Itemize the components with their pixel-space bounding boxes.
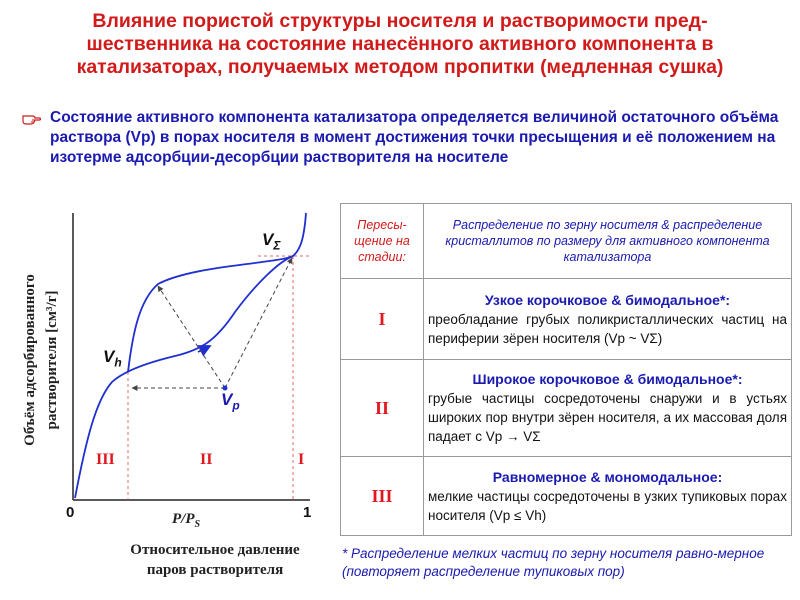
label-vsum: $V_\Sigma$ xyxy=(262,230,281,253)
header-distribution: Распределение по зерну носителя & распределение кристаллитов по размеру для активного компонента катализатора xyxy=(424,204,792,279)
curve-top xyxy=(293,213,306,256)
description-body: грубые частицы сосредоточены снаружи и в устьях широких пор внутри зёрен носителя, а их массовая доля падает с Vp → VΣ xyxy=(428,391,787,444)
description-cell xyxy=(424,360,792,457)
pointing-hand-icon xyxy=(22,110,42,126)
table-row xyxy=(341,279,792,360)
footnote: * Распределение мелких частиц по зерну носителя равно-мерное (повторяет распределение тупиковых пор) xyxy=(342,546,765,579)
description-body: преобладание грубых поликристаллических частиц на периферии зёрен носителя (Vp ~ VΣ) xyxy=(428,311,787,346)
label-vp: $V_p$ xyxy=(221,390,240,413)
stage-cell: III xyxy=(341,457,424,536)
intro-text: Состояние активного компонента катализатора определяется величиной остаточного объёма раствора (Vp) в порах носителя в момент достижения точки пресыщения и её положением на изотерме адсорбции-десорбции растворителя на носителе xyxy=(50,109,779,166)
y-axis-label xyxy=(10,245,70,475)
x-axis-label-line2: паров растворителя xyxy=(146,562,284,578)
y-axis-label-line2: растворителя [см³/г] xyxy=(44,290,60,430)
description-body: мелкие частицы сосредоточены в узких тупиковых порах носителя (Vp ≤ Vh) xyxy=(428,488,787,523)
description-cell xyxy=(424,457,792,536)
stage-cell: I xyxy=(341,279,424,360)
stage-cell: II xyxy=(341,360,424,457)
supersaturation-table xyxy=(340,203,792,536)
page-title: Влияние пористой структуры носителя и растворимости пред-шественника на состояние нанесённого активного компонента в катализаторах, получаемых методом пропитки (медленная сушка) xyxy=(76,10,724,78)
curve-direction-arrow xyxy=(198,348,206,352)
table-header-row xyxy=(341,204,792,279)
region-label-II: II xyxy=(200,451,213,468)
table-row xyxy=(341,457,792,536)
label-vh: $V_h$ xyxy=(103,347,122,370)
x-axis-label xyxy=(110,540,320,580)
description-title: Узкое корочковое & бимодальное*: xyxy=(484,291,731,308)
region-label-I: I xyxy=(298,451,305,468)
x-variable: $P/P_S$ xyxy=(172,511,201,530)
description-title: Равномерное & мономодальное: xyxy=(492,468,723,485)
x-tick-1: 1 xyxy=(303,504,312,521)
description-cell xyxy=(424,279,792,360)
table-row xyxy=(341,360,792,457)
description-title: Широкое корочковое & бимодальное*: xyxy=(472,371,743,387)
header-stage: Пересы-щение на стадии: xyxy=(341,204,424,279)
vp-arrow-to-vsum xyxy=(225,258,292,388)
x-axis-label-line1: Относительное давление xyxy=(130,542,300,558)
region-label-III: III xyxy=(96,451,115,468)
y-axis-label-line1: Объём адсорбированного xyxy=(22,274,38,446)
x-tick-0: 0 xyxy=(66,504,75,521)
